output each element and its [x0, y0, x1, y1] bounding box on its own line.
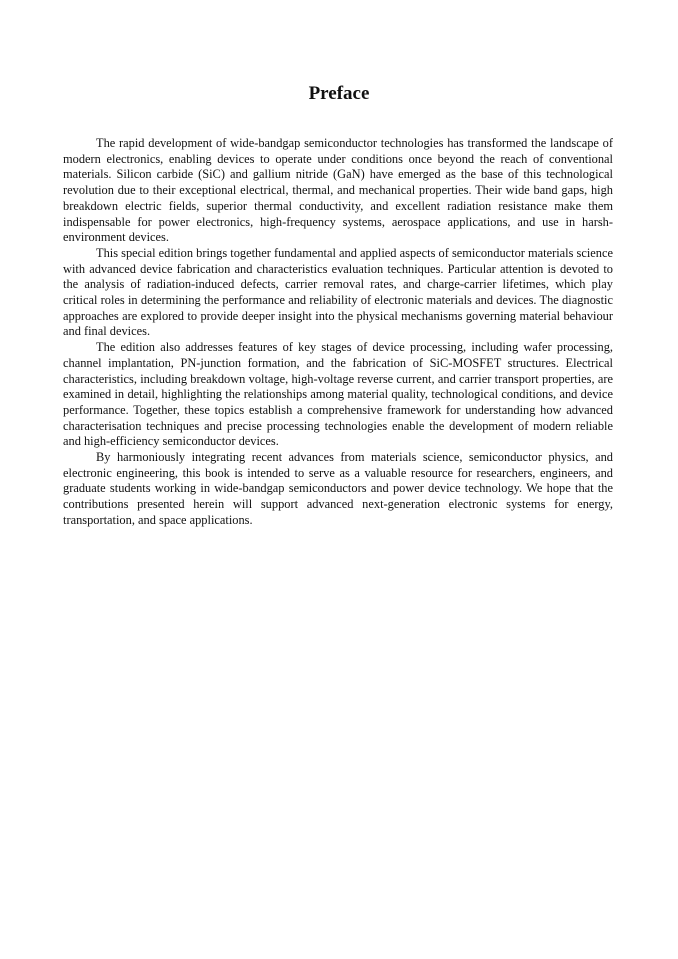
paragraph: The rapid development of wide-bandgap semiconductor technologies has transformed the landscape of modern electronics, enabling devices to operate under conditions once beyond the reach of conventional materials. Silicon carbide (SiC) and gallium nitride (GaN) have emerged as the base of this technological revolution due to their exceptional electrical, thermal, and mechanical properties. Their wide band gaps, high breakdown electric fields, superior thermal conductivity, and excellent radiation resistance make them indispensable for power electronics, high-frequency systems, aerospace applications, and use in harsh-environment devices. — [63, 136, 613, 245]
paragraph: By harmoniously integrating recent advances from materials science, semiconductor physics, and electronic engineering, this book is intended to serve as a valuable resource for researchers, engineers, and graduate students working in wide-bandgap semiconductors and power device technology. We hope that the contributions presented herein will support advanced next-generation electronic systems for energy, transportation, and space applications. — [63, 450, 613, 527]
paragraph: This special edition brings together fundamental and applied aspects of semiconductor materials science with advanced device fabrication and characteristics evaluation techniques. Particular attention is devoted to the analysis of radiation-induced defects, carrier removal rates, and charge-carrier lifetimes, which play critical roles in determining the performance and reliability of electronic materials and devices. The diagnostic approaches are explored to provide deeper insight into the physical mechanisms governing material behaviour and final devices. — [63, 245, 613, 339]
page-title: Preface — [308, 83, 370, 104]
preface-body — [63, 136, 613, 529]
paragraph: The edition also addresses features of key stages of device processing, including wafer processing, channel implantation, PN-junction formation, and the fabrication of SiC-MOSFET structures. Electrical characteristics, including breakdown voltage, high-voltage reverse current, and carrier transport properties, are examined in detail, highlighting the relationships among material quality, technological conditions, and device performance. Together, these topics establish a comprehensive framework for understanding how advanced characterisation techniques and precise processing technologies enable the development of modern reliable and high-efficiency semiconductor devices. — [63, 340, 613, 449]
